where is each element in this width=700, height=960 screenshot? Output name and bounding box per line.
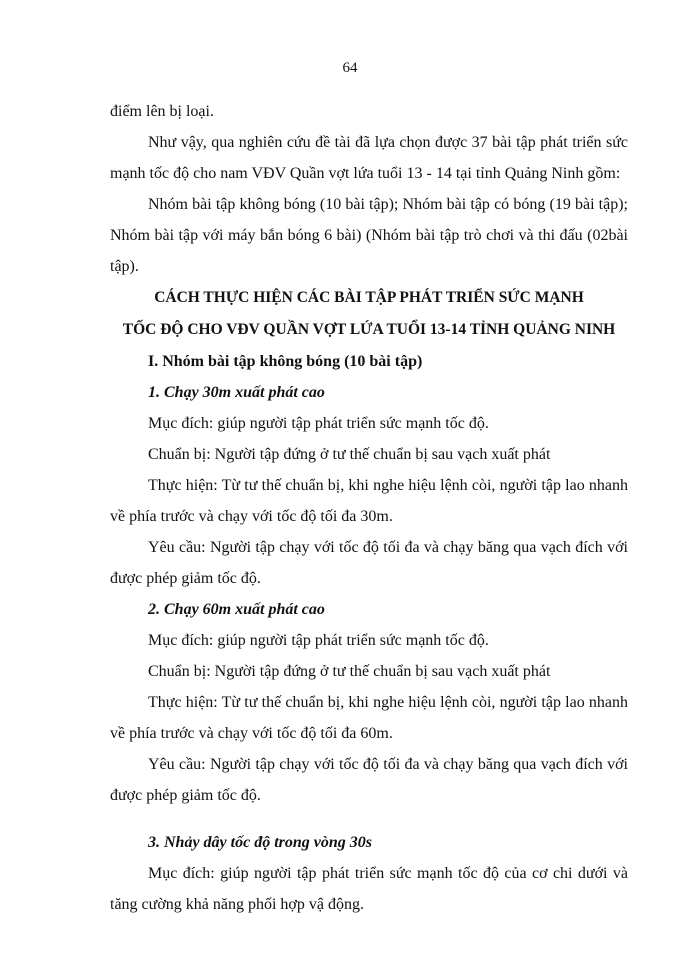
- exercise-2-requirement: Yêu cầu: Người tập chạy với tốc độ tối đa và chạy băng qua vạch đích với được phép giảm tốc độ.: [110, 756, 628, 804]
- page-content: [110, 96, 628, 920]
- intro-paragraph-groups: Nhóm bài tập không bóng (10 bài tập); Nhóm bài tập có bóng (19 bài tập); Nhóm bài tập với máy bắn bóng 6 bài) (Nhóm bài tập trò chơi và thi đấu (02bài tập).: [110, 196, 628, 275]
- exercise-1-execution: Thực hiện: Từ tư thế chuẩn bị, khi nghe hiệu lệnh còi, người tập lao nhanh về phía trước và chạy với tốc độ tối đa 30m.: [110, 477, 628, 525]
- exercise-3-title: 3. Nhảy dây tốc độ trong vòng 30s: [148, 834, 372, 851]
- exercise-2-execution: Thực hiện: Từ tư thế chuẩn bị, khi nghe hiệu lệnh còi, người tập lao nhanh về phía trước và chạy với tốc độ tối đa 60m.: [110, 694, 628, 742]
- paragraph-spacer: [110, 811, 628, 827]
- exercise-1-preparation: Chuẩn bị: Người tập đứng ở tư thế chuẩn bị sau vạch xuất phát: [148, 446, 551, 463]
- exercise-3-purpose: Mục đích: giúp người tập phát triển sức mạnh tốc độ của cơ chi dưới và tăng cường khả năng phối hợp vậ động.: [110, 865, 628, 913]
- intro-paragraph-continuation: điểm lên bị loại.: [110, 103, 214, 120]
- page-number: 64: [342, 60, 358, 76]
- main-heading-line-2: TỐC ĐỘ CHO VĐV QUẦN VỢT LỨA TUỔI 13-14 TỈNH QUẢNG NINH: [122, 321, 616, 338]
- section-1-title: I. Nhóm bài tập không bóng (10 bài tập): [148, 353, 423, 370]
- exercise-2-preparation: Chuẩn bị: Người tập đứng ở tư thế chuẩn bị sau vạch xuất phát: [148, 663, 551, 680]
- exercise-1-requirement: Yêu cầu: Người tập chạy với tốc độ tối đa và chạy băng qua vạch đích với được phép giảm tốc độ.: [110, 539, 628, 587]
- exercise-1-purpose: Mục đích: giúp người tập phát triển sức mạnh tốc độ.: [148, 415, 489, 432]
- main-heading-line-1: CÁCH THỰC HIỆN CÁC BÀI TẬP PHÁT TRIỂN SỨC MẠNH: [154, 289, 584, 306]
- intro-paragraph-summary: Như vậy, qua nghiên cứu đề tài đã lựa chọn được 37 bài tập phát triển sức mạnh tốc độ cho nam VĐV Quần vợt lứa tuổi 13 - 14 tại tỉnh Quảng Ninh gồm:: [110, 134, 628, 182]
- exercise-2-purpose: Mục đích: giúp người tập phát triển sức mạnh tốc độ.: [148, 632, 489, 649]
- exercise-2-title: 2. Chạy 60m xuất phát cao: [148, 601, 325, 618]
- exercise-1-title: 1. Chạy 30m xuất phát cao: [148, 384, 325, 401]
